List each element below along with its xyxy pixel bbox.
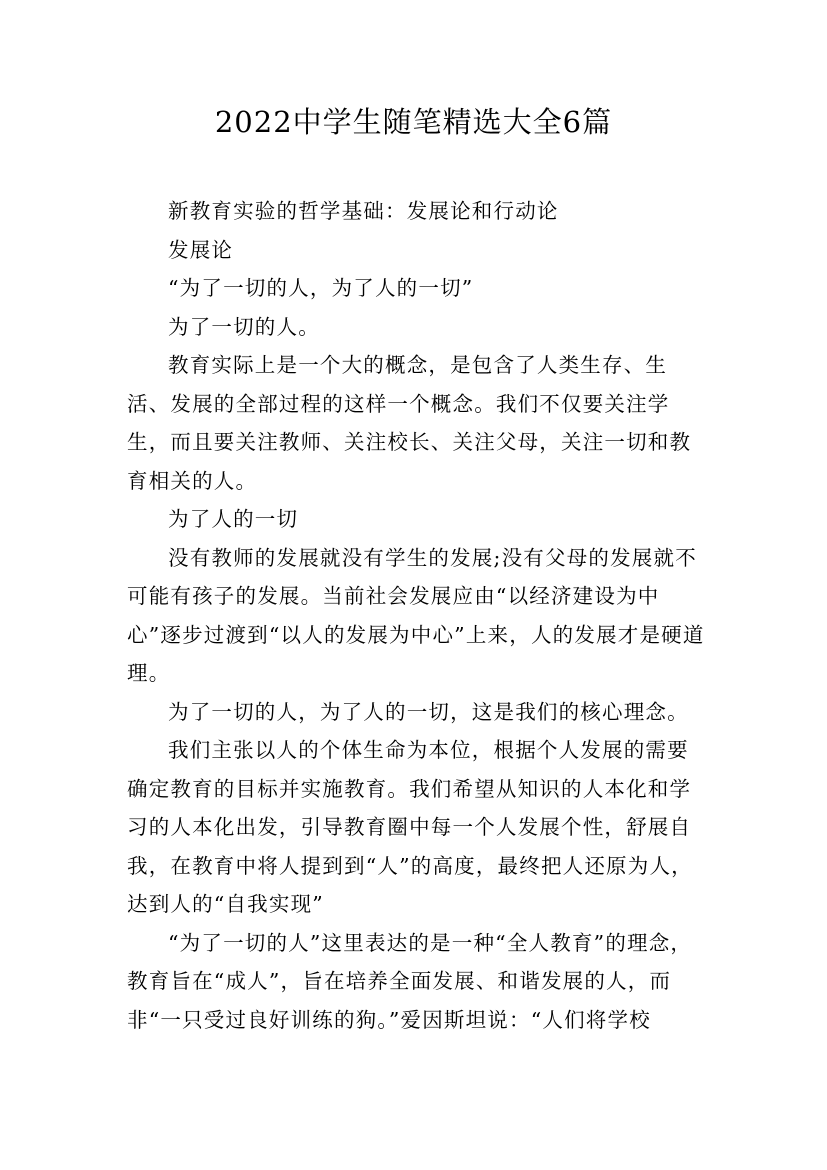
paragraph: 发展论 — [168, 237, 234, 262]
paragraph: “为了一切的人”这里表达的是一种“全人教育”的理念，教育旨在“成人”，旨在培养全面发展、和谐发展的人，而非“一只受过良好训练的狗。”爱因斯坦说：“人们将学校 — [127, 930, 693, 1032]
paragraph: 我们主张以人的个体生命为本位，根据个人发展的需要确定教育的目标并实施教育。我们希望从知识的人本化和学习的人本化出发，引导教育圈中每一个人发展个性，舒展自我，在教育中将人提到到“人”的高度，最终把人还原为人，达到人的“自我实现” — [127, 738, 693, 916]
paragraph: 为了人的一切 — [168, 507, 299, 531]
paragraph: 为了一切的人，为了人的一切，这是我们的核心理念。 — [168, 699, 689, 724]
document-title: 2022中学生随笔精选大全6篇 — [214, 105, 613, 139]
paragraph: 没有教师的发展就没有学生的发展;没有父母的发展就不可能有孩子的发展。当前社会发展应由“以经济建设为中心”逐步过渡到“以人的发展为中心”上来，人的发展才是硬道理。 — [127, 545, 705, 685]
paragraph: 教育实际上是一个大的概念，是包含了人类生存、生活、发展的全部过程的这样一个概念。我们不仅要关注学生，而且要关注教师、关注校长、关注父母，关注一切和教育相关的人。 — [127, 353, 692, 493]
paragraph: 新教育实验的哲学基础：发展论和行动论 — [168, 199, 559, 223]
paragraph: 为了一切的人。 — [168, 314, 320, 339]
paragraph: “为了一切的人，为了人的一切” — [168, 276, 474, 300]
document-body — [127, 192, 705, 1039]
